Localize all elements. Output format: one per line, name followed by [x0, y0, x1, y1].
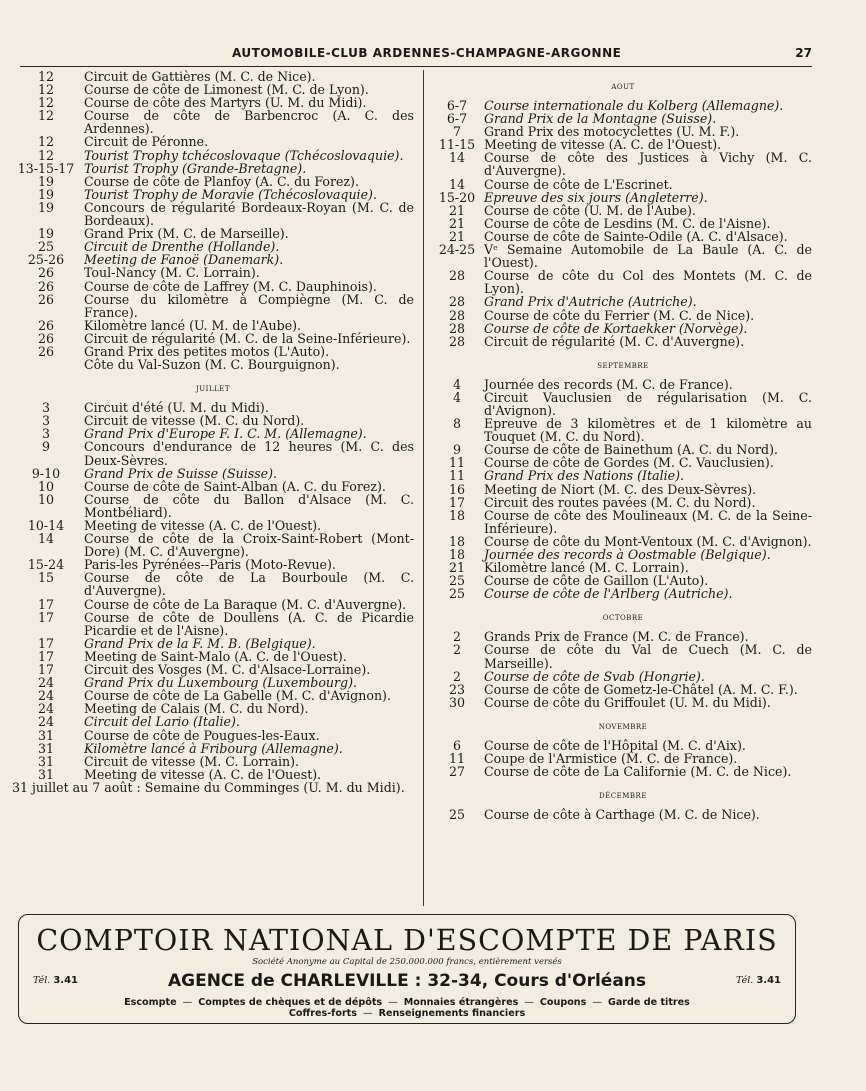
event-date: 11-15: [438, 137, 476, 153]
month-heading: juillet: [195, 382, 231, 395]
event-entry: [434, 243, 812, 269]
event-title: Course de côte de l'Hôpital (M. C. d'Aix).: [484, 737, 746, 753]
event-date: 26: [37, 291, 55, 307]
event-title: Course de côte de La Baraque (M. C. d'Auvergne).: [84, 596, 407, 612]
event-date: 6-7: [446, 111, 468, 127]
event-title: Course de côte des Moulineaux (M. C. de la Seine-Inférieure).: [484, 507, 812, 536]
event-title: Course de côte de Barbencroc (A. C. des Ardennes).: [84, 108, 414, 137]
tel-prefix-left: Tél.: [33, 975, 51, 986]
event-date: 17: [37, 635, 55, 651]
event-entry: [434, 335, 812, 348]
event-entry: [434, 509, 812, 535]
event-entry: [434, 587, 812, 600]
event-date: 31: [37, 753, 55, 769]
event-date: 11: [448, 751, 466, 767]
event-entry: [12, 768, 414, 781]
event-title: Circuit de vitesse (M. C. du Nord).: [84, 413, 305, 429]
event-title: Course de côte de Planfoy (A. C. du Forez).: [84, 173, 359, 189]
event-date: 9: [452, 442, 461, 458]
event-title: Course de côte de Svab (Hongrie).: [484, 668, 705, 684]
event-date: 25: [448, 807, 466, 823]
event-entry: [434, 417, 812, 443]
event-date: 11: [448, 468, 466, 484]
event-entry: [12, 135, 414, 148]
event-date: 10-14: [27, 518, 65, 533]
event-date: 15-24: [27, 557, 65, 573]
services-line-2: [289, 1008, 525, 1019]
service-item: Garde de titres: [607, 997, 690, 1008]
event-entry: [12, 781, 414, 794]
event-title: Course de côte de La Californie (M. C. de Nice).: [484, 764, 792, 780]
event-date: 8: [452, 416, 461, 432]
event-title: Course de côte du Ferrier (M. C. de Nice).: [484, 307, 755, 323]
event-date: 2: [452, 629, 461, 645]
event-date: 18: [448, 547, 466, 562]
event-date: 23: [448, 681, 466, 697]
event-title: Grand Prix des motocyclettes (U. M. F.).: [484, 124, 740, 140]
event-date: 31: [37, 740, 55, 756]
event-entry: [12, 201, 414, 227]
event-entry: [12, 293, 414, 319]
event-title: Circuit des Vosges (M. C. d'Alsace-Lorraine).: [84, 662, 371, 678]
event-date: 12: [37, 69, 55, 84]
event-title: Vᵉ Semaine Automobile de La Baule (A. C. de l'Ouest).: [484, 242, 812, 271]
event-date: 17: [37, 596, 55, 612]
event-entry: [434, 151, 812, 177]
event-entry: [434, 322, 812, 335]
event-title: 31 juillet au 7 août : Semaine du Comminges (U. M. du Midi).: [12, 779, 405, 795]
event-date: 25: [448, 573, 466, 589]
event-entry: [12, 332, 414, 345]
event-title: Grand Prix du Luxembourg (Luxembourg).: [84, 675, 358, 691]
event-title: Meeting de Calais (M. C. du Nord).: [84, 701, 309, 717]
event-title: Course de côte de Kortaekker (Norvège).: [484, 320, 748, 336]
event-title: Circuit d'été (U. M. du Midi).: [84, 400, 269, 416]
event-date: 26: [37, 330, 55, 346]
event-entry: [12, 319, 414, 332]
event-entry: [434, 309, 812, 322]
event-date: 12: [37, 108, 55, 124]
event-title: Grand Prix des petites motos (L'Auto).: [84, 343, 330, 359]
bank-name: COMPTOIR NATIONAL D'ESCOMPTE DE PARIS: [36, 924, 778, 957]
event-date: 19: [37, 226, 55, 242]
event-date: 28: [448, 333, 466, 349]
event-title: Circuit des routes pavées (M. C. du Nord).: [484, 494, 756, 510]
tel-number-right: 3.41: [756, 975, 781, 986]
service-item: Coupons: [539, 997, 587, 1008]
month-heading: décembre: [599, 789, 647, 802]
event-entry: [434, 217, 812, 230]
event-entry: [12, 149, 414, 162]
event-date: 21: [448, 202, 466, 218]
event-title: Circuit del Lario (Italie).: [84, 714, 240, 730]
event-title: Course de côte du Mont-Ventoux (M. C. d'Avignon).: [484, 533, 812, 549]
event-date: 6-7: [446, 98, 468, 113]
event-date: 6: [452, 737, 461, 753]
event-date: 26: [37, 278, 55, 294]
event-entry: [434, 808, 812, 821]
event-title: Course de côte de Laffrey (M. C. Dauphinois).: [84, 278, 377, 294]
service-item: Monnaies étrangères: [403, 997, 519, 1008]
event-title: Côte du Val-Suzon (M. C. Bourguignon).: [84, 357, 340, 373]
event-entry: [12, 440, 414, 466]
event-title: Course du kilomètre à Compiègne (M. C. de France).: [84, 291, 414, 320]
tel-number-left: 3.41: [53, 975, 78, 986]
event-title: Tourist Trophy (Grande-Bretagne).: [84, 160, 307, 176]
club-title: AUTOMOBILE-CLUB ARDENNES-CHAMPAGNE-ARGONNE: [232, 46, 622, 60]
event-title: Course de côte de Doullens (A. C. de Picardie Picardie et de l'Aisne).: [84, 609, 414, 638]
event-title: Kilomètre lancé à Fribourg (Allemagne).: [84, 740, 343, 756]
event-entry: [12, 729, 414, 742]
event-entry: [12, 611, 414, 637]
event-entry: [434, 683, 812, 696]
event-entry: [434, 643, 812, 669]
page-number: 27: [795, 46, 812, 60]
event-title: Course de côte de Pougues-les-Eaux.: [84, 727, 320, 743]
event-title: Kilomètre lancé (U. M. de l'Aube).: [84, 317, 302, 333]
event-title: Course de côte du Val de Cuech (M. C. de Marseille).: [484, 642, 812, 671]
services-line-1: [124, 997, 690, 1008]
event-entry: [434, 269, 812, 295]
event-date: 25: [448, 586, 466, 602]
event-date: 17: [37, 609, 55, 625]
services-separator: —: [182, 997, 193, 1008]
event-title: Grand Prix d'Autriche (Autriche).: [484, 294, 697, 310]
event-entry: [12, 755, 414, 768]
event-entry: [434, 191, 812, 204]
service-item: Escompte: [124, 997, 177, 1008]
event-date: [12, 358, 80, 371]
event-title: Course de côte de Gometz-le-Châtel (A. M. C. F.).: [484, 681, 798, 697]
event-date: 10: [37, 478, 55, 494]
event-title: Circuit de régularité (M. C. de la Seine-Inférieure).: [84, 330, 411, 346]
event-date: 4: [452, 389, 461, 405]
event-title: Meeting de vitesse (A. C. de l'Ouest).: [484, 137, 722, 153]
event-title: Course de côte des Martyrs (U. M. du Midi).: [84, 95, 367, 111]
service-item: Renseignements financiers: [378, 1008, 526, 1019]
column-divider: [423, 70, 424, 906]
event-date: 14: [448, 150, 466, 166]
event-title: Meeting de vitesse (A. C. de l'Ouest).: [84, 766, 322, 782]
event-date: 24-25: [438, 242, 476, 258]
service-item: Comptes de chèques et de dépôts: [198, 997, 383, 1008]
event-title: Grand Prix (M. C. de Marseille).: [84, 226, 289, 242]
event-title: Course de côte de Sainte-Odile (A. C. d'Alsace).: [484, 228, 788, 244]
event-title: Course de côte de la Croix-Saint-Robert (Mont-Dore) (M. C. d'Auvergne).: [84, 531, 414, 560]
event-title: Grand Prix des Nations (Italie).: [484, 468, 685, 484]
event-date: 3: [41, 413, 50, 429]
event-date: 31: [37, 766, 55, 782]
event-date: 11: [448, 455, 466, 471]
event-title: Grand Prix d'Europe F. I. C. M. (Allemagne).: [84, 426, 367, 442]
services-separator: —: [524, 997, 534, 1008]
event-entry: [12, 280, 414, 293]
event-date: 28: [448, 307, 466, 323]
left-column: [12, 70, 414, 794]
event-title: Course de côte (U. M. de l'Aube).: [484, 202, 696, 218]
event-entry: [12, 109, 414, 135]
event-entry: [12, 480, 414, 493]
event-title: Toul-Nancy (M. C. Lorrain).: [84, 265, 260, 281]
event-entry: [12, 358, 414, 371]
month-heading: aout: [611, 80, 635, 92]
event-date: 14: [448, 176, 466, 192]
event-date: 24: [37, 714, 55, 730]
event-date: 15-20: [438, 189, 476, 205]
event-entry: [434, 483, 812, 496]
event-title: Concours d'endurance de 12 heures (M. C. des Deux-Sèvres.: [84, 439, 414, 468]
event-title: Course de côte de L'Escrinet.: [484, 176, 673, 192]
event-date: 19: [37, 199, 55, 215]
event-title: Circuit Vauclusien de régularisation (M. C. d'Avignon).: [484, 389, 812, 418]
event-entry: [12, 188, 414, 201]
event-title: Course de côte du Ballon d'Alsace (M. C. Montbéliard).: [84, 491, 414, 520]
event-date: 17: [448, 494, 466, 510]
month-heading: septembre: [597, 358, 649, 371]
event-date: 16: [448, 481, 466, 497]
bank-services: [19, 997, 795, 1019]
event-title: Tourist Trophy de Moravie (Tchécoslovaquie).: [84, 186, 377, 202]
event-date: 18: [448, 507, 466, 523]
event-date: 13-15-17: [17, 160, 75, 176]
event-title: Course de côte de Lesdins (M. C. de l'Aisne).: [484, 215, 771, 231]
event-date: 3: [41, 426, 50, 442]
bank-advertisement: [18, 914, 796, 1024]
event-entry: [12, 637, 414, 650]
event-date: 7: [452, 124, 461, 140]
event-title: Course de côte de l'Arlberg (Autriche).: [484, 586, 733, 602]
event-title: Meeting de Saint-Malo (A. C. de l'Ouest).: [84, 648, 347, 664]
event-date: 12: [37, 147, 55, 163]
event-title: Course de côte de Saint-Alban (A. C. du Forez).: [84, 478, 386, 494]
event-title: Course de côte des Justices à Vichy (M. C. d'Auvergne).: [484, 150, 812, 179]
tel-prefix-right: Tél.: [736, 975, 754, 986]
event-date: 17: [37, 662, 55, 678]
event-title: Circuit de Péronne.: [84, 134, 209, 150]
event-date: 24: [37, 675, 55, 691]
agency-address: AGENCE de CHARLEVILLE : 32-34, Cours d'Orléans: [167, 971, 647, 991]
services-separator: —: [592, 997, 602, 1008]
event-entry: [434, 469, 812, 482]
event-entry: [434, 765, 812, 778]
month-heading: octobre: [602, 611, 644, 624]
event-entry: [434, 391, 812, 417]
event-title: Course de côte de Gaillon (L'Auto).: [484, 573, 709, 589]
event-date: 26: [37, 265, 55, 281]
event-entry: [12, 467, 414, 480]
event-date: 28: [448, 320, 466, 336]
event-date: 26: [37, 317, 55, 333]
event-entry: [434, 295, 812, 308]
event-date: 26: [37, 343, 55, 359]
event-date: 28: [448, 268, 466, 284]
services-separator: —: [388, 997, 398, 1008]
event-title: Circuit de Drenthe (Hollande).: [84, 239, 280, 255]
event-entry: [12, 175, 414, 188]
event-entry: [12, 742, 414, 755]
event-title: Grand Prix de la F. M. B. (Belgique).: [84, 635, 316, 651]
event-date: 27: [448, 764, 466, 780]
event-date: 12: [37, 82, 55, 98]
right-column: [434, 70, 812, 821]
event-title: Course de côte de Limonest (M. C. de Lyon).: [84, 82, 369, 98]
event-title: Coupe de l'Armistice (M. C. de France).: [484, 751, 738, 767]
services-separator: —: [362, 1008, 373, 1019]
event-date: 24: [37, 701, 55, 717]
event-title: Meeting de vitesse (A. C. de l'Ouest).: [84, 518, 322, 533]
event-entry: [12, 493, 414, 519]
event-title: Circuit de régularité (M. C. d'Auvergne).: [484, 333, 745, 349]
event-date: 18: [448, 533, 466, 549]
event-title: Course de côte de La Bourboule (M. C. d'Auvergne).: [84, 570, 414, 599]
event-title: Course de côte de Bainethum (A. C. du Nord).: [484, 442, 779, 458]
event-title: Course internationale du Kolberg (Allemagne).: [484, 98, 784, 113]
event-date: 19: [37, 186, 55, 202]
event-title: Grand Prix de la Montagne (Suisse).: [484, 111, 717, 127]
event-date: 17: [37, 648, 55, 664]
event-title: Epreuve des six jours (Angleterre).: [484, 189, 708, 205]
event-date: 28: [448, 294, 466, 310]
event-title: Grands Prix de France (M. C. de France).: [484, 629, 749, 645]
event-entry: [12, 266, 414, 279]
event-title: Circuit de vitesse (M. C. Lorrain).: [84, 753, 300, 769]
event-date: 24: [37, 688, 55, 704]
event-date: 25-26: [27, 252, 65, 268]
telephone-right: [736, 975, 781, 986]
event-entry: [12, 715, 414, 728]
event-date: 12: [37, 134, 55, 150]
event-title: Concours de régularité Bordeaux-Royan (M. C. de Bordeaux).: [84, 199, 414, 229]
event-date: 10: [37, 491, 55, 507]
agency-row: [19, 969, 795, 993]
event-title: Circuit de Gattières (M. C. de Nice).: [84, 69, 316, 84]
event-title: Meeting de Fanoë (Danemark).: [84, 252, 284, 268]
event-date: 19: [37, 173, 55, 189]
event-date: 31: [37, 727, 55, 743]
event-date: 21: [448, 560, 466, 576]
event-title: Course de côte du Griffoulet (U. M. du Midi).: [484, 694, 771, 710]
event-date: 2: [452, 642, 461, 658]
event-date: 30: [448, 694, 466, 710]
event-date: 4: [452, 376, 461, 392]
event-date: 25: [37, 239, 55, 255]
event-entry: [434, 204, 812, 217]
event-entry: [434, 670, 812, 683]
event-title: Course de côte de La Gabelle (M. C. d'Avignon).: [84, 688, 391, 704]
event-entry: [12, 571, 414, 597]
event-title: Tourist Trophy tchécoslovaque (Tchécoslovaquie).: [84, 147, 404, 163]
event-date: 12: [37, 95, 55, 111]
event-title: Epreuve de 3 kilomètres et de 1 kilomètre au Touquet (M. C. du Nord).: [484, 416, 812, 445]
event-date: 21: [448, 228, 466, 244]
event-entry: [12, 532, 414, 558]
event-date: 15: [37, 570, 55, 586]
event-title: Journée des records à Oostmable (Belgique).: [484, 547, 771, 562]
month-heading: novembre: [598, 719, 648, 732]
event-title: Course de côte de Gordes (M. C. Vauclusien).: [484, 455, 774, 471]
event-date: 21: [448, 215, 466, 231]
event-title: Journée des records (M. C. de France).: [484, 376, 733, 392]
event-entry: [12, 598, 414, 611]
event-entry: [434, 696, 812, 709]
event-entry: [12, 162, 414, 175]
event-title: Kilomètre lancé (M. C. Lorrain).: [484, 560, 689, 576]
event-entry: [434, 178, 812, 191]
event-title: Meeting de Niort (M. C. des Deux-Sèvres).: [484, 481, 757, 497]
event-date: 3: [41, 400, 50, 416]
event-date: 2: [452, 668, 461, 684]
event-title: Paris-les Pyrénées--Paris (Moto-Revue).: [84, 557, 336, 573]
event-title: Course de côte du Col des Montets (M. C. de Lyon).: [484, 268, 812, 297]
event-title: Grand Prix de Suisse (Suisse).: [84, 465, 278, 481]
event-date: 9: [41, 439, 50, 455]
page-header: [20, 44, 812, 67]
event-entry: [434, 496, 812, 509]
service-item: Coffres-forts: [288, 1008, 357, 1019]
event-date: 14: [37, 531, 55, 547]
event-date: 9-10: [31, 465, 61, 481]
event-entry: [434, 378, 812, 391]
bank-capital-note: Société Anonyme au Capital de 250.000.000 francs, entièrement versés: [252, 957, 562, 967]
event-title: Course de côte à Carthage (M. C. de Nice).: [484, 807, 760, 823]
